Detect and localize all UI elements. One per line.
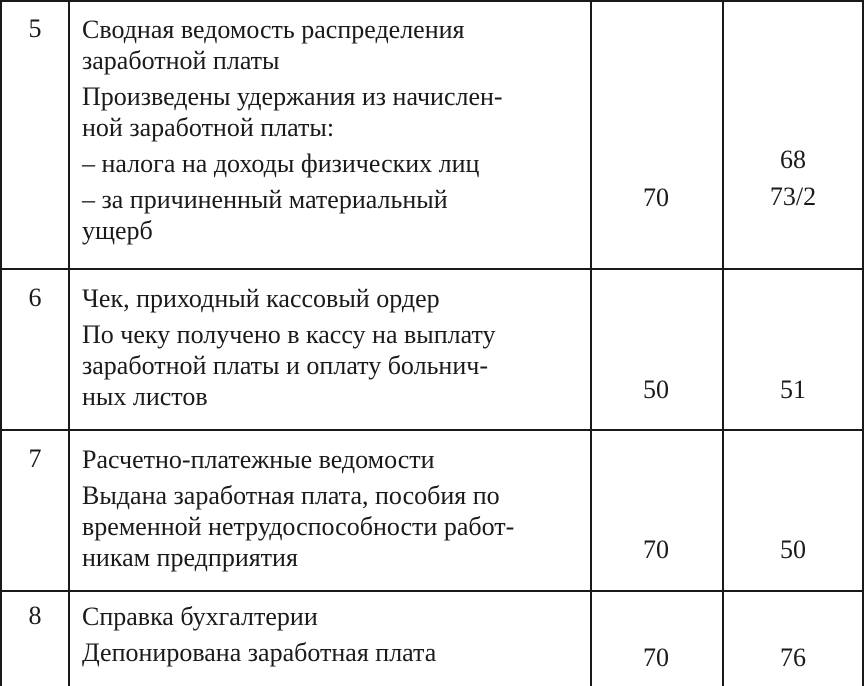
row-number: 8	[28, 601, 42, 630]
debit-account: 50	[643, 375, 669, 404]
document-name: Сводная ведомость распределения заработной платы	[82, 15, 465, 75]
document-name: Расчетно-платежные ведомости	[82, 445, 435, 474]
operation-text: – налога на доходы физических лиц	[82, 149, 480, 178]
row-divider	[0, 429, 864, 431]
debit-account: 70	[643, 643, 669, 672]
operation-description	[82, 444, 592, 573]
column-divider	[722, 0, 724, 686]
row-divider	[0, 590, 864, 592]
row-divider	[0, 0, 864, 2]
document-name: Чек, приходный кассовый ордер	[82, 284, 440, 313]
row-number: 7	[28, 444, 42, 473]
operation-description	[82, 601, 592, 668]
operation-description	[82, 14, 592, 246]
row-divider	[0, 268, 864, 270]
operation-text: – за причиненный материальный ущерб	[82, 185, 448, 245]
operation-text: Произведены удержания из начислен- ной заработной платы:	[82, 82, 503, 142]
operation-text: Выдана заработная плата, пособия по временной нетрудоспособности работ- никам предприятия	[82, 481, 515, 572]
debit-account: 70	[643, 535, 669, 564]
document-name: Справка бухгалтерии	[82, 602, 318, 631]
debit-account: 70	[643, 183, 669, 212]
operation-description	[82, 283, 592, 412]
column-divider	[0, 0, 2, 686]
credit-account: 50	[780, 535, 806, 564]
credit-account: 73/2	[769, 182, 817, 211]
row-number: 5	[28, 14, 42, 43]
credit-account: 51	[780, 375, 806, 404]
credit-account: 76	[780, 643, 806, 672]
credit-account: 68	[780, 145, 806, 174]
row-number: 6	[28, 283, 42, 312]
column-divider	[68, 0, 70, 686]
operation-text: Депонирована заработная плата	[82, 638, 437, 667]
operation-text: По чеку получено в кассу на выплату заработной платы и оплату больнич- ных листов	[82, 320, 496, 411]
